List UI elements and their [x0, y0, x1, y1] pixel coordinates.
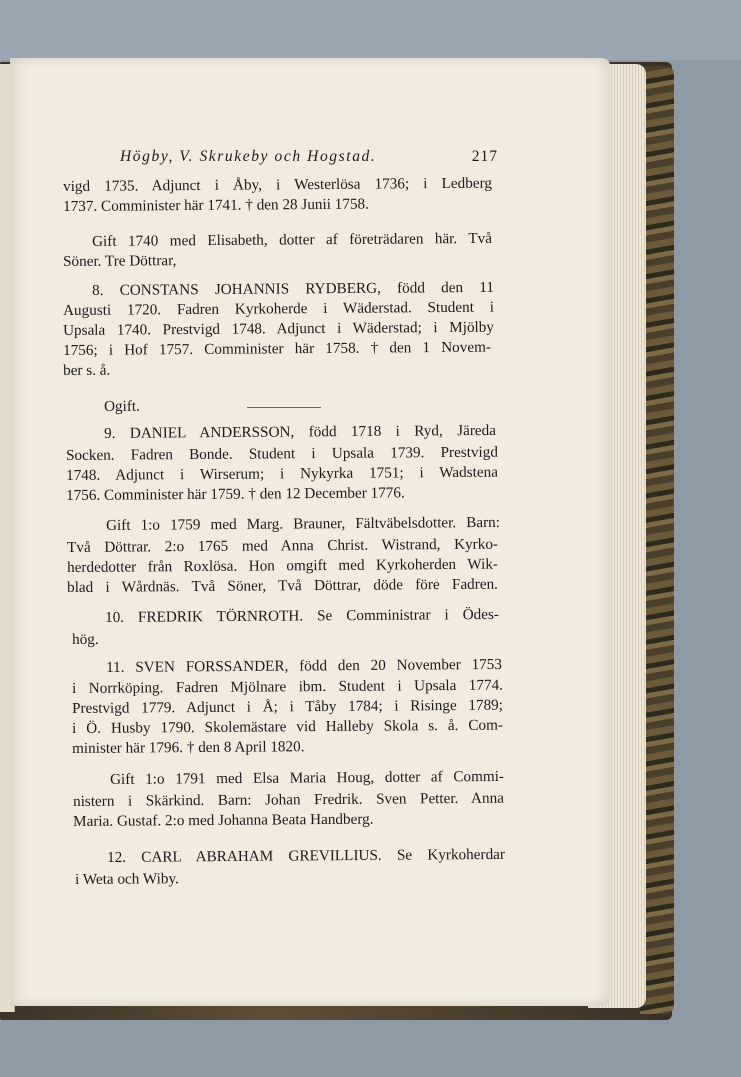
section-separator [247, 407, 321, 408]
text-line: herdedotter från Roxlösa. Hon omgift med Kyrkoherden Wik- [66, 555, 499, 576]
text-line: hög. [71, 630, 99, 648]
text-line: vigd 1735. Adjunct i Åby, i Westerlösa 1736; i Ledberg [62, 174, 493, 195]
text-line: 10. FREDRIK TÖRNROTH. Se Comministrar i Ödes- [104, 605, 500, 626]
page-number: 217 [471, 148, 498, 165]
text-line: Gift 1:o 1791 med Elsa Maria Houg, dotter af Commi- [109, 767, 505, 788]
text-line: 9. DANIEL ANDERSSON, född 1718 i Ryd, Järeda [103, 421, 497, 442]
text-line: Augusti 1720. Fadren Kyrkoherde i Wäderstad. Student i [62, 298, 495, 319]
text-line: minister här 1796. † den 8 April 1820. [71, 738, 305, 757]
text-line: Maria. Gustaf. 2:o med Johanna Beata Handberg. [72, 810, 374, 830]
text-line: i Ö. Husby 1790. Skolemästare vid Halleby Skola s. å. Com- [71, 716, 504, 737]
text-line: Socken. Fadren Bonde. Student i Upsala 1739. Prestvigd [65, 443, 499, 464]
text-line: Upsala 1740. Prestvigd 1748. Adjunct i Wäderstad; i Mjölby [62, 318, 495, 339]
background [0, 0, 741, 60]
text-line: 8. CONSTANS JOHANNIS RYDBERG, född den 11 [91, 278, 495, 299]
text-line: ber s. å. [62, 361, 111, 379]
text-line: 11. SVEN FORSSANDER, född den 20 November 1753 [105, 655, 503, 676]
running-header [120, 148, 498, 166]
text-line: 1756. Comminister här 1759. † den 12 December 1776. [65, 484, 405, 504]
text-line: blad i Wårdnäs. Två Söner, Två Döttrar, döde före Fadren. [66, 575, 499, 596]
text-line: 1737. Comminister här 1741. † den 28 Junii 1758. [62, 195, 369, 215]
text-line: i Norrköping. Fadren Mjölnare ibm. Student i Upsala 1774. [71, 676, 504, 697]
text-line: i Weta och Wiby. [74, 870, 179, 888]
text-line: Gift 1740 med Elisabeth, dotter af företrädaren här. Två [91, 229, 493, 250]
text-line: Gift 1:o 1759 med Marg. Brauner, Fältväbelsdotter. Barn: [105, 513, 501, 534]
text-line: 1748. Adjunct i Wirserum; i Nykyrka 1751; i Wadstena [65, 463, 499, 484]
running-title: Högby, V. Skrukeby och Hogstad. [120, 148, 377, 165]
text-line: 1756; i Hof 1757. Comminister här 1758. † den 1 Novem- [62, 338, 492, 359]
text-line: Två Döttrar. 2:o 1765 med Anna Christ. Wistrand, Kyrko- [66, 535, 499, 556]
text-line: 12. CARL ABRAHAM GREVILLIUS. Se Kyrkoherdar [106, 845, 506, 866]
text-line: nistern i Skärkind. Barn: Johan Fredrik. Sven Petter. Anna [72, 789, 505, 810]
text-line: Prestvigd 1779. Adjunct i Å; i Tåby 1784; i Risinge 1789; [71, 696, 504, 717]
text-line: Ogift. [103, 397, 140, 415]
text-line: Söner. Tre Döttrar, [62, 252, 177, 270]
